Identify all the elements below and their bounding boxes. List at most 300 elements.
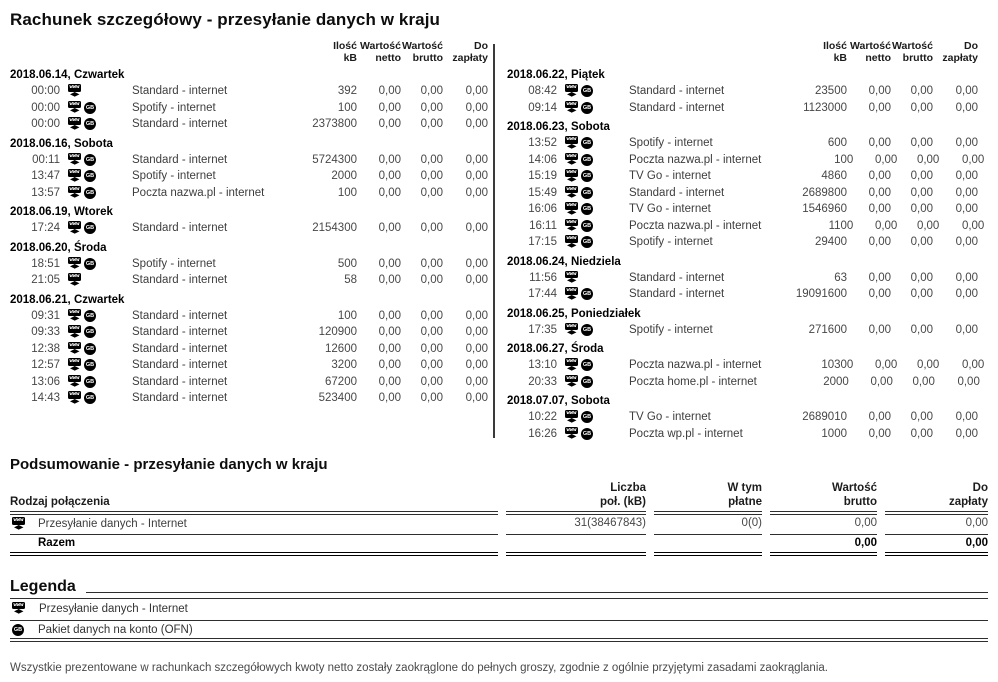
usage-netto: 0,00 <box>378 101 401 114</box>
usage-due: 0,00 <box>955 170 978 183</box>
usage-netto: 0,00 <box>378 85 401 98</box>
date-heading: 2018.06.19, Wtorek <box>10 206 113 218</box>
usage-time: 10:22 <box>528 411 557 424</box>
usage-time: 08:42 <box>528 85 557 98</box>
data-transfer-icon-arrows: ◀▶ <box>566 208 576 216</box>
usage-time: 09:14 <box>528 101 557 114</box>
data-transfer-icon <box>68 186 81 200</box>
usage-kb: 12600 <box>325 342 357 355</box>
usage-time: 16:06 <box>528 203 557 216</box>
summary-title: Podsumowanie - przesyłanie danych w kraju <box>10 456 328 473</box>
date-heading: 2018.06.24, Niedziela <box>507 255 621 268</box>
usage-description: Poczta wp.pl - internet <box>629 427 743 440</box>
data-transfer-icon-arrows: ◀▶ <box>566 364 576 372</box>
summary-header-platne: W tym płatne <box>654 481 762 512</box>
usage-netto: 0,00 <box>378 257 401 270</box>
data-transfer-icon <box>565 84 578 98</box>
usage-due: 0,00 <box>955 101 978 114</box>
data-transfer-icon: www ◀▶ <box>13 517 24 531</box>
usage-time: 09:31 <box>31 309 60 322</box>
usage-due: 0,00 <box>961 219 985 232</box>
usage-row <box>10 272 488 289</box>
usage-kb: 1100 <box>828 219 854 232</box>
data-transfer-icon-www: www <box>566 322 577 329</box>
usage-due: 0,00 <box>465 309 488 322</box>
usage-icons <box>60 117 112 131</box>
usage-time: 00:00 <box>31 118 60 131</box>
usage-due: 0,00 <box>957 375 980 388</box>
summary-row <box>10 514 988 535</box>
usage-brutto: 0,00 <box>916 219 940 232</box>
usage-row <box>10 341 488 358</box>
usage-icons <box>60 309 112 323</box>
usage-time: 13:06 <box>31 375 60 388</box>
usage-kb: 2154300 <box>312 222 357 235</box>
usage-time: 11:56 <box>529 271 557 284</box>
usage-netto: 0,00 <box>868 427 891 440</box>
usage-time: 17:44 <box>528 288 557 301</box>
usage-kb: 1546960 <box>802 203 847 216</box>
usage-time: 17:24 <box>31 222 60 235</box>
date-heading: 2018.06.20, Środa <box>10 241 107 254</box>
data-transfer-icon <box>68 342 81 356</box>
usage-row <box>507 152 985 169</box>
usage-netto: 0,00 <box>378 274 401 287</box>
usage-kb: 3200 <box>331 359 357 372</box>
data-transfer-icon-www: www <box>566 185 577 192</box>
date-heading: 2018.06.25, Poniedziałek <box>507 307 641 320</box>
date-heading: 2018.06.22, Piątek <box>507 69 605 81</box>
usage-netto: 0,00 <box>868 137 891 150</box>
usage-time: 00:11 <box>32 153 60 166</box>
usage-netto: 0,00 <box>378 326 401 339</box>
usage-kb: 600 <box>827 137 847 150</box>
usage-brutto: 0,00 <box>420 170 443 183</box>
usage-due: 0,00 <box>955 427 978 440</box>
usage-time: 12:57 <box>31 359 60 372</box>
date-group <box>507 68 978 116</box>
usage-row <box>507 409 978 426</box>
summary-headers <box>10 481 988 512</box>
data-transfer-icon-arrows: ◀▶ <box>566 241 576 249</box>
detail-column-headers <box>507 40 978 64</box>
usage-description: Standard - internet <box>132 359 228 372</box>
usage-time: 16:11 <box>529 219 557 232</box>
gb-package-icon: GB <box>84 343 96 355</box>
header-wartosc-netto: Wartość netto <box>849 40 891 64</box>
usage-brutto: 0,00 <box>420 153 443 166</box>
usage-icons <box>557 202 609 216</box>
gb-package-icon: GB <box>581 102 593 114</box>
usage-brutto: 0,00 <box>420 326 443 339</box>
usage-time: 21:05 <box>31 274 60 287</box>
header-wartosc-brutto: Wartość brutto <box>891 40 933 64</box>
usage-row <box>10 185 488 202</box>
data-transfer-icon-www: www <box>69 117 80 124</box>
summary-header-rodzaj: Rodzaj połączenia <box>10 481 498 512</box>
usage-description: Poczta nazwa.pl - internet <box>629 359 762 372</box>
data-transfer-icon <box>68 101 81 115</box>
data-transfer-icon-arrows: ◀▶ <box>566 381 576 389</box>
gb-package-icon: GB <box>84 359 96 371</box>
summary-total-due: 0,00 <box>885 535 988 556</box>
usage-brutto: 0,00 <box>420 186 443 199</box>
gb-package-icon: GB <box>581 411 593 423</box>
usage-icons <box>60 186 112 200</box>
usage-due: 0,00 <box>465 85 488 98</box>
usage-brutto: 0,00 <box>420 257 443 270</box>
group-rows <box>10 83 488 133</box>
date-group <box>10 68 488 133</box>
usage-description: Standard - internet <box>132 118 228 131</box>
usage-description: Standard - internet <box>132 392 228 405</box>
usage-row <box>507 168 978 185</box>
usage-time: 13:10 <box>528 359 557 372</box>
usage-kb: 4860 <box>821 170 847 183</box>
usage-kb: 2000 <box>823 375 849 388</box>
data-transfer-icon-www: www <box>566 152 577 159</box>
data-transfer-icon-arrows: ◀▶ <box>69 90 79 98</box>
usage-due: 0,00 <box>955 271 978 284</box>
summary-header-liczba: Liczba poł. (kB) <box>506 481 646 512</box>
usage-icons <box>557 235 609 249</box>
usage-due: 0,00 <box>465 274 488 287</box>
usage-brutto: 0,00 <box>916 153 940 166</box>
usage-netto: 0,00 <box>874 359 898 372</box>
usage-row <box>10 100 488 117</box>
data-transfer-icon-www: www <box>566 218 577 225</box>
summary-row-brutto: 0,00 <box>770 514 877 535</box>
usage-brutto: 0,00 <box>420 274 443 287</box>
data-transfer-icon: www ◀▶ <box>13 601 24 615</box>
data-transfer-icon <box>565 323 578 337</box>
data-transfer-icon-arrows: ◀▶ <box>69 397 79 405</box>
data-transfer-icon-arrows: ◀▶ <box>566 159 576 167</box>
usage-row <box>507 100 978 117</box>
detail-column-headers <box>10 40 488 64</box>
data-transfer-icon-arrows: ◀▶ <box>69 315 79 323</box>
summary-row-label-cell <box>10 514 498 535</box>
data-transfer-icon <box>68 84 81 98</box>
usage-icons <box>557 287 609 301</box>
usage-brutto: 0,00 <box>910 137 933 150</box>
usage-description: Standard - internet <box>629 288 725 301</box>
usage-row <box>507 426 978 443</box>
gb-package-icon: GB <box>581 288 593 300</box>
group-rows <box>10 220 488 237</box>
data-transfer-icon-www: www <box>566 374 577 381</box>
usage-due: 0,00 <box>955 236 978 249</box>
summary-row-paid: 0(0) <box>654 514 762 535</box>
group-rows <box>10 256 488 289</box>
usage-icons <box>557 136 609 150</box>
data-transfer-icon <box>68 391 81 405</box>
usage-time: 13:52 <box>528 137 557 150</box>
usage-brutto: 0,00 <box>420 222 443 235</box>
usage-description: Standard - internet <box>132 342 228 355</box>
date-group <box>507 394 978 442</box>
usage-row <box>10 308 488 325</box>
date-group <box>507 255 978 303</box>
legend-section <box>10 578 988 642</box>
usage-due: 0,00 <box>465 170 488 183</box>
data-transfer-icon-www: www <box>566 358 577 365</box>
usage-time: 13:57 <box>31 186 60 199</box>
data-transfer-icon <box>68 273 81 287</box>
summary-total-label: Razem <box>10 535 498 556</box>
usage-netto: 0,00 <box>378 186 401 199</box>
header-ilosc-kb: Ilość kB <box>823 40 847 64</box>
usage-brutto: 0,00 <box>910 323 933 336</box>
data-transfer-icon <box>68 117 81 131</box>
usage-description: Standard - internet <box>132 326 228 339</box>
usage-time: 15:49 <box>528 186 557 199</box>
date-heading: 2018.06.27, Środa <box>507 343 604 355</box>
usage-kb: 100 <box>337 309 357 322</box>
date-group <box>507 120 985 251</box>
gb-package-icon: GB <box>84 222 96 234</box>
usage-time: 16:26 <box>528 427 557 440</box>
gb-package-icon: GB <box>581 85 593 97</box>
usage-kb: 2373800 <box>312 118 357 131</box>
data-transfer-icon-arrows: ◀▶ <box>566 175 576 183</box>
usage-due: 0,00 <box>961 359 985 372</box>
usage-icons <box>60 325 112 339</box>
usage-netto: 0,00 <box>868 203 891 216</box>
usage-due: 0,00 <box>955 203 978 216</box>
data-transfer-icon <box>565 427 578 441</box>
data-transfer-icon <box>565 235 578 249</box>
usage-netto: 0,00 <box>868 288 891 301</box>
usage-icons <box>60 391 112 405</box>
usage-row <box>10 116 488 133</box>
data-transfer-icon-www: www <box>69 273 80 280</box>
data-transfer-icon-arrows: ◀▶ <box>566 225 576 233</box>
gb-package-icon: GB <box>84 170 96 182</box>
usage-description: Standard - internet <box>132 375 228 388</box>
group-rows <box>507 270 978 303</box>
usage-kb: 392 <box>337 85 357 98</box>
data-transfer-icon-www: www <box>69 152 80 159</box>
usage-due: 0,00 <box>465 222 488 235</box>
usage-icons <box>60 358 112 372</box>
usage-description: Standard - internet <box>629 101 725 114</box>
usage-description: Standard - internet <box>132 222 228 235</box>
data-transfer-icon-www: www <box>566 136 577 143</box>
usage-netto: 0,00 <box>378 359 401 372</box>
detail-section <box>10 40 988 442</box>
legend-title: Legenda <box>10 578 76 595</box>
usage-icons <box>557 323 609 337</box>
usage-due: 0,00 <box>465 326 488 339</box>
data-transfer-icon <box>68 325 81 339</box>
usage-brutto: 0,00 <box>910 411 933 424</box>
usage-description: Poczta home.pl - internet <box>629 375 757 388</box>
usage-row <box>507 357 985 374</box>
data-transfer-icon-www: www <box>566 235 577 242</box>
summary-total-brutto: 0,00 <box>770 535 877 556</box>
usage-row <box>507 234 978 251</box>
usage-icons <box>557 219 609 233</box>
data-transfer-icon-www: www <box>69 391 80 398</box>
data-transfer-icon <box>68 375 81 389</box>
usage-netto: 0,00 <box>868 271 891 284</box>
group-rows <box>507 357 985 390</box>
gb-package-icon: GB <box>581 203 593 215</box>
usage-description: Poczta nazwa.pl - internet <box>629 153 762 166</box>
gb-package-icon: GB <box>581 376 593 388</box>
rounding-note: Wszystkie prezentowane w rachunkach szczegółowych kwoty netto zostały zaokrąglone do pełnych groszy, zgodnie z ogólnie przyjętymi zasadami zaokrąglania. <box>10 662 828 674</box>
usage-kb: 63 <box>834 271 847 284</box>
usage-icons <box>557 186 609 200</box>
usage-description: Spotify - internet <box>629 137 713 150</box>
usage-row <box>507 185 978 202</box>
date-group <box>10 137 488 202</box>
gb-package-icon: GB <box>581 187 593 199</box>
usage-netto: 0,00 <box>870 375 893 388</box>
legend-header-rule <box>86 592 988 593</box>
usage-time: 13:47 <box>31 170 60 183</box>
usage-netto: 0,00 <box>868 323 891 336</box>
usage-row <box>507 374 978 391</box>
data-transfer-icon-arrows: ◀▶ <box>566 142 576 150</box>
data-transfer-icon-www: www <box>69 358 80 365</box>
data-transfer-icon-www: www <box>566 202 577 209</box>
usage-icons <box>60 342 112 356</box>
data-transfer-icon <box>565 169 578 183</box>
header-ilosc-kb: Ilość kB <box>333 40 357 64</box>
data-transfer-icon <box>68 309 81 323</box>
usage-description: Spotify - internet <box>629 236 713 249</box>
group-rows <box>507 135 985 251</box>
usage-row <box>10 324 488 341</box>
usage-kb: 10300 <box>821 359 854 372</box>
data-transfer-icon-arrows: ◀▶ <box>69 159 79 167</box>
data-transfer-icon <box>68 257 81 271</box>
data-transfer-icon <box>565 375 578 389</box>
data-transfer-icon <box>565 287 578 301</box>
gb-package-icon: GB <box>84 187 96 199</box>
data-transfer-icon-arrows: ◀▶ <box>69 279 79 287</box>
usage-brutto: 0,00 <box>910 271 933 284</box>
usage-brutto: 0,00 <box>910 101 933 114</box>
gb-package-icon: GB <box>12 624 24 636</box>
gb-package-icon: GB <box>84 392 96 404</box>
data-transfer-icon <box>68 221 81 235</box>
data-transfer-icon <box>68 153 81 167</box>
usage-icons <box>60 169 112 183</box>
data-transfer-icon-arrows: ◀▶ <box>69 107 79 115</box>
usage-due: 0,00 <box>465 101 488 114</box>
usage-description: Standard - internet <box>629 85 725 98</box>
gb-package-icon: GB <box>84 376 96 388</box>
usage-table-left <box>10 40 488 442</box>
legend-item-gb <box>10 620 988 642</box>
usage-time: 17:15 <box>528 236 557 249</box>
usage-kb: 100 <box>337 101 357 114</box>
usage-kb: 100 <box>337 186 357 199</box>
data-transfer-icon-www: www <box>69 325 80 332</box>
usage-brutto: 0,00 <box>420 85 443 98</box>
legend-item-label: Przesyłanie danych - Internet <box>38 602 188 615</box>
data-transfer-icon-www: www <box>69 84 80 91</box>
usage-brutto: 0,00 <box>910 170 933 183</box>
date-group <box>10 293 488 407</box>
usage-netto: 0,00 <box>378 392 401 405</box>
summary-row-due: 0,00 <box>885 514 988 535</box>
usage-time: 17:35 <box>528 323 557 336</box>
group-rows <box>507 322 978 339</box>
usage-icons <box>60 101 112 115</box>
date-heading: 2018.06.16, Sobota <box>10 137 113 150</box>
usage-brutto: 0,00 <box>420 309 443 322</box>
data-transfer-icon-www: www <box>566 270 577 277</box>
data-transfer-icon <box>565 101 578 115</box>
data-transfer-icon <box>565 271 578 285</box>
header-wartosc-brutto: Wartość brutto <box>401 40 443 64</box>
gb-package-icon: GB <box>581 428 593 440</box>
usage-row <box>10 220 488 237</box>
usage-icons <box>60 375 112 389</box>
gb-package-icon: GB <box>581 359 593 371</box>
gb-package-icon: GB <box>581 220 593 232</box>
data-transfer-icon-arrows: ◀▶ <box>566 293 576 301</box>
gb-package-icon: GB <box>581 170 593 182</box>
header-do-zaplaty: Do zapłaty <box>452 40 488 64</box>
usage-due: 0,00 <box>961 153 985 166</box>
data-transfer-icon-www: www <box>566 287 577 294</box>
usage-netto: 0,00 <box>868 170 891 183</box>
usage-time: 14:43 <box>31 392 60 405</box>
usage-netto: 0,00 <box>378 153 401 166</box>
gb-package-icon: GB <box>581 154 593 166</box>
usage-brutto: 0,00 <box>420 101 443 114</box>
usage-due: 0,00 <box>465 153 488 166</box>
gb-package-icon: GB <box>84 326 96 338</box>
usage-time: 20:33 <box>528 375 557 388</box>
usage-netto: 0,00 <box>868 411 891 424</box>
usage-kb: 2689800 <box>802 186 847 199</box>
data-transfer-icon-www: www <box>566 100 577 107</box>
usage-netto: 0,00 <box>868 101 891 114</box>
data-transfer-icon-www: www <box>69 169 80 176</box>
usage-description: TV Go - internet <box>629 411 711 424</box>
usage-row <box>507 201 978 218</box>
data-transfer-icon-arrows: ◀▶ <box>69 175 79 183</box>
usage-due: 0,00 <box>955 323 978 336</box>
legend-header <box>10 578 988 596</box>
gb-package-icon: GB <box>84 102 96 114</box>
data-transfer-icon-www: www <box>566 169 577 176</box>
usage-due: 0,00 <box>955 288 978 301</box>
data-transfer-icon-arrows: ◀▶ <box>566 107 576 115</box>
usage-kb: 523400 <box>318 392 357 405</box>
usage-description: TV Go - internet <box>629 203 711 216</box>
data-transfer-icon-arrows: ◀▶ <box>69 123 79 131</box>
usage-due: 0,00 <box>955 137 978 150</box>
summary-header-brutto: Wartość brutto <box>770 481 877 512</box>
usage-netto: 0,00 <box>378 309 401 322</box>
usage-description: Standard - internet <box>132 85 228 98</box>
usage-row <box>507 286 978 303</box>
usage-row <box>10 83 488 100</box>
usage-icons <box>557 169 609 183</box>
usage-brutto: 0,00 <box>420 342 443 355</box>
usage-brutto: 0,00 <box>910 203 933 216</box>
usage-netto: 0,00 <box>874 153 898 166</box>
data-transfer-icon <box>565 186 578 200</box>
data-transfer-icon-arrows: ◀▶ <box>69 331 79 339</box>
